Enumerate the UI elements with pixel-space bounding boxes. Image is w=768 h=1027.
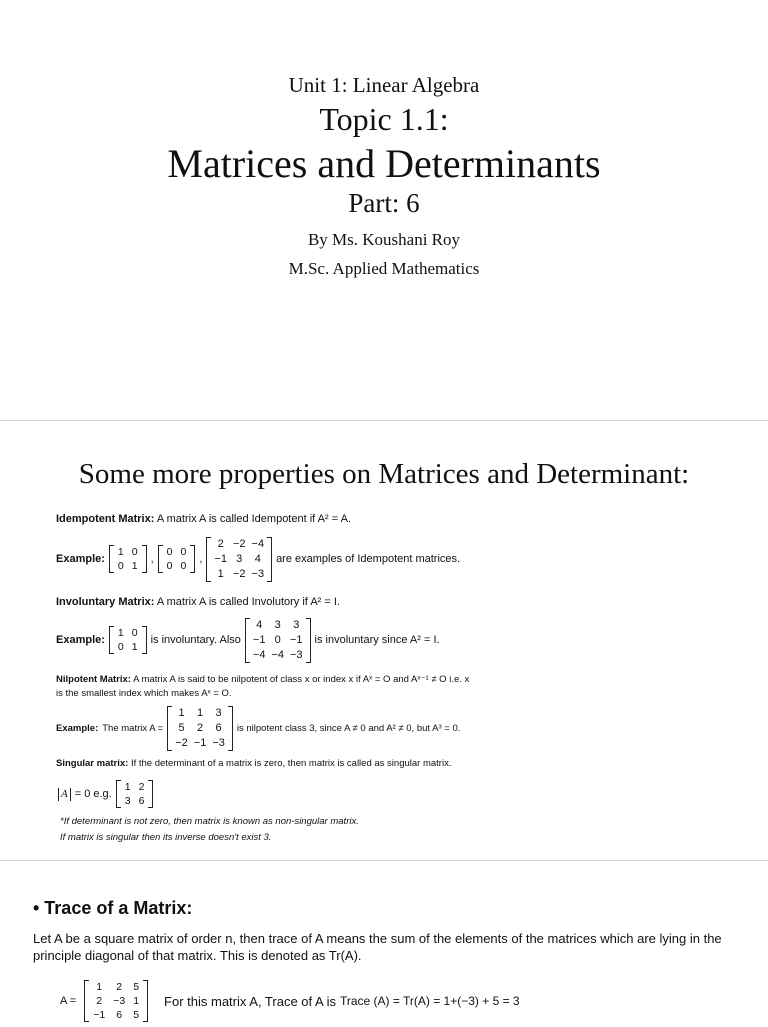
involuntary-example [56, 614, 444, 666]
involuntary-example-label: Example: [56, 634, 105, 646]
matrix-cell: 2 [197, 721, 204, 734]
matrix-row [121, 780, 149, 794]
matrix-cell: 4 [256, 618, 263, 631]
idempotent-definition [56, 513, 351, 525]
idempotent-example-label: Example: [56, 553, 105, 565]
trace-heading: • Trace of a Matrix: [33, 898, 193, 918]
matrix-cell: −1 [93, 1009, 106, 1021]
matrix-row [89, 994, 143, 1008]
singular-definition [56, 758, 451, 769]
involuntary-label: Involuntary Matrix: [56, 596, 155, 608]
matrix-row [114, 640, 142, 654]
matrix-cell: −1 [252, 633, 266, 646]
matrix-cell: 5 [133, 1009, 140, 1021]
idempotent-matrix-2 [158, 545, 196, 573]
matrix-row [172, 706, 228, 721]
involuntary-matrix-1 [109, 626, 147, 654]
singular-label: Singular matrix: [56, 758, 129, 769]
matrix-cell: −1 [290, 633, 303, 646]
matrix-row [121, 794, 149, 808]
matrix-cell: 3 [274, 618, 281, 631]
separator: , [150, 553, 154, 565]
nilpotent-example [56, 704, 464, 752]
singular-note-2: If matrix is singular then its inverse doesn't exist 3. [60, 832, 272, 843]
nilpotent-line2: is the smallest index which makes Aˣ = O. [56, 688, 232, 699]
matrix-cell: −3 [251, 567, 265, 580]
trace-a-label: A = [60, 995, 77, 1007]
slide-divider [0, 860, 768, 861]
matrix-row [163, 545, 191, 559]
involuntary-tail: is involuntary since A² = I. [314, 634, 440, 646]
matrix-row [211, 537, 267, 552]
matrix-cell: 1 [131, 641, 138, 653]
matrix-cell: 0 [166, 546, 173, 558]
trace-matrix [84, 980, 148, 1022]
determinant-symbol: A [58, 788, 71, 801]
matrix-cell: 6 [215, 721, 222, 734]
idempotent-text: A matrix A is called Idempotent if A² = A. [156, 513, 351, 525]
singular-text: If the determinant of a matrix is zero, then matrix is called as singular matrix. [130, 758, 452, 769]
degree: M.Sc. Applied Mathematics [288, 259, 480, 278]
involuntary-definition [56, 596, 340, 608]
trace-example-text: For this matrix A, Trace of A is [164, 993, 336, 1009]
nilpotent-tail: is nilpotent class 3, since A ≠ 0 and A² ≠ 0, but A³ = 0. [236, 722, 461, 734]
matrix-cell: 3 [236, 552, 243, 565]
matrix-row [250, 618, 306, 633]
matrix-cell: −4 [271, 648, 284, 661]
matrix-cell: 1 [96, 981, 103, 993]
singular-note-1: *If determinant is not zero, then matrix is known as non-singular matrix. [60, 816, 359, 827]
singular-example [58, 778, 157, 810]
separator: , [199, 553, 203, 565]
involuntary-mid: is involuntary. Also [150, 634, 241, 646]
matrix-cell: 4 [254, 552, 261, 565]
matrix-cell: 2 [116, 981, 123, 993]
matrix-cell: 5 [133, 981, 140, 993]
properties-heading: Some more properties on Matrices and Determinant: [78, 458, 690, 490]
singular-matrix [116, 780, 154, 808]
trace-definition: Let A be a square matrix of order n, then trace of A means the sum of the elements of the matrices which are lying in the principle diagonal of that matrix. This is denoted as Tr(A). [33, 931, 722, 963]
matrix-row [114, 559, 142, 573]
matrix-row [172, 721, 228, 736]
part-label: Part: 6 [348, 188, 420, 218]
matrix-row [89, 980, 143, 994]
singular-eq: = 0 e.g. [74, 788, 112, 800]
nilpotent-line1: A matrix A is said to be nilpotent of class x or index x if Aˣ = O and Aˣ⁻¹ ≠ O i.e. x [133, 674, 470, 685]
matrix-row [89, 1008, 143, 1022]
matrix-cell: −3 [212, 736, 225, 749]
matrix-cell: 0 [180, 546, 187, 558]
matrix-row [114, 545, 142, 559]
matrix-cell: 0 [117, 560, 124, 572]
involuntary-text: A matrix A is called Involutory if A² = I. [156, 596, 340, 608]
matrix-cell: 2 [217, 537, 224, 550]
nilpotent-matrix [167, 706, 233, 751]
matrix-cell: 1 [131, 560, 138, 572]
matrix-cell: 1 [217, 567, 224, 580]
matrix-cell: 0 [131, 546, 138, 558]
idempotent-tail: are examples of Idempotent matrices. [276, 553, 461, 565]
matrix-row [250, 648, 306, 663]
matrix-cell: 1 [197, 706, 204, 719]
matrix-row [163, 559, 191, 573]
matrix-cell: −4 [252, 648, 266, 661]
nilpotent-definition [56, 673, 556, 701]
topic-title: Topic 1.1: [319, 101, 449, 137]
matrix-cell: 0 [131, 627, 138, 639]
matrix-cell: 5 [178, 721, 185, 734]
matrix-cell: 3 [215, 706, 222, 719]
idempotent-matrix-1 [109, 545, 147, 573]
nilpotent-label: Nilpotent Matrix: [56, 674, 131, 685]
matrix-cell: 0 [117, 641, 124, 653]
matrix-cell: 6 [138, 795, 145, 807]
matrix-cell: −1 [214, 552, 227, 565]
matrix-cell: 1 [117, 546, 124, 558]
matrix-cell: −2 [232, 567, 246, 580]
matrix-row [211, 552, 267, 567]
singular-notes [60, 814, 359, 846]
matrix-cell: −3 [113, 995, 126, 1007]
matrix-cell: −3 [290, 648, 303, 661]
matrix-row [114, 626, 142, 640]
matrix-cell: −2 [232, 537, 246, 550]
nilpotent-example-label: Example: [56, 722, 99, 734]
idempotent-matrix-3 [206, 537, 272, 582]
idempotent-label: Idempotent Matrix: [56, 513, 155, 525]
matrix-cell: 1 [124, 781, 131, 793]
main-title: Matrices and Determinants [167, 141, 601, 186]
matrix-cell: −2 [175, 736, 188, 749]
idempotent-example [56, 533, 464, 585]
matrix-cell: 0 [180, 560, 187, 572]
trace-formula: Trace (A) = Tr(A) = 1+(−3) + 5 = 3 [339, 994, 520, 1008]
matrix-cell: 2 [96, 995, 103, 1007]
slide-divider [0, 420, 768, 421]
matrix-cell: 1 [133, 995, 140, 1007]
matrix-cell: 6 [116, 1009, 123, 1021]
matrix-cell: 0 [166, 560, 173, 572]
involuntary-matrix-2 [245, 618, 311, 663]
matrix-cell: 2 [138, 781, 145, 793]
matrix-cell: 1 [178, 706, 185, 719]
matrix-cell: −1 [193, 736, 207, 749]
author: By Ms. Koushani Roy [307, 230, 461, 249]
matrix-cell: 3 [293, 618, 300, 631]
matrix-cell: −4 [251, 537, 265, 550]
nilpotent-example-pre: The matrix A = [102, 722, 164, 734]
matrix-cell: 0 [274, 633, 281, 646]
matrix-cell: 3 [124, 795, 131, 807]
matrix-row [172, 736, 228, 751]
trace-example [60, 975, 524, 1027]
unit-title: Unit 1: Linear Algebra [288, 73, 480, 97]
matrix-row [250, 633, 306, 648]
matrix-cell: 1 [117, 627, 124, 639]
matrix-row [211, 567, 267, 582]
